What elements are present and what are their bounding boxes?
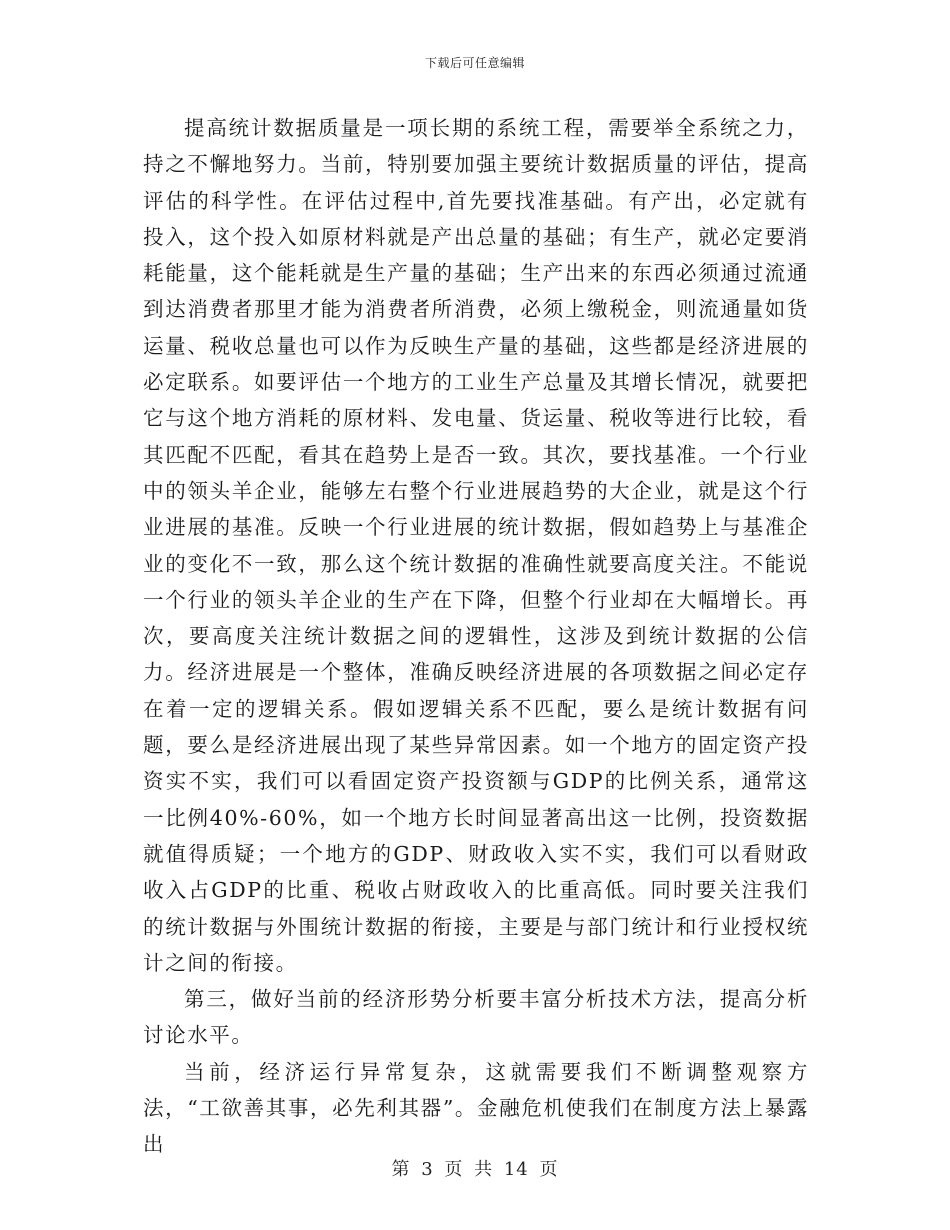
paragraph: 当前，经济运行异常复杂，这就需要我们不断调整观察方法，“工欲善其事，必先利其器”。金融危机使我们在制度方法上暴露出: [143, 1059, 809, 1157]
paragraph: 第三，做好当前的经济形势分析要丰富分析技术方法，提高分析讨论水平。: [143, 987, 809, 1048]
paragraph: 提高统计数据质量是一项长期的系统工程，需要举全系统之力，持之不懈地努力。当前，特别要加强主要统计数据质量的评估，提高评估的科学性。在评估过程中,首先要找准基础。有产出，必定就有投入，这个投入如原材料就是产出总量的基础；有生产，就必定要消耗能量，这个能耗就是生产量的基础；生产出来的东西必须通过流通到达消费者那里才能为消费者所消费，必须上缴税金，则流通量如货运量、税收总量也可以作为反映生产量的基础，这些都是经济进展的必定联系。如要评估一个地方的工业生产总量及其增长情况，就要把它与这个地方消耗的原材料、发电量、货运量、税收等进行比较，看其匹配不匹配，看其在趋势上是否一致。其次，要找基准。一个行业中的领头羊企业，能够左右整个行业进展趋势的大企业，就是这个行业进展的基准。反映一个行业进展的统计数据，假如趋势上与基准企业的变化不一致，那么这个统计数据的准确性就要高度关注。不能说一个行业的领头羊企业的生产在下降，但整个行业却在大幅增长。再次，要高度关注统计数据之间的逻辑性，这涉及到统计数据的公信力。经济进展是一个整体，准确反映经济进展的各项数据之间必定存在着一定的逻辑关系。假如逻辑关系不匹配，要么是统计数据有问题，要么是经济进展出现了某些异常因素。如一个地方的固定资产投资实不实，我们可以看固定资产投资额与GDP的比例关系，通常这一比例40%-60%，如一个地方长时间显著高出这一比例，投资数据就值得质疑；一个地方的GDP、财政收入实不实，我们可以看财政收入占GDP的比重、税收占财政收入的比重高低。同时要关注我们的统计数据与外围统计数据的衔接，主要是与部门统计和行业授权统计之间的衔接。: [143, 116, 809, 975]
page-number-footer: 第 3 页 共 14 页: [391, 1159, 559, 1180]
document-body: [143, 110, 809, 1163]
header-note: 下载后可任意编辑: [424, 56, 525, 70]
